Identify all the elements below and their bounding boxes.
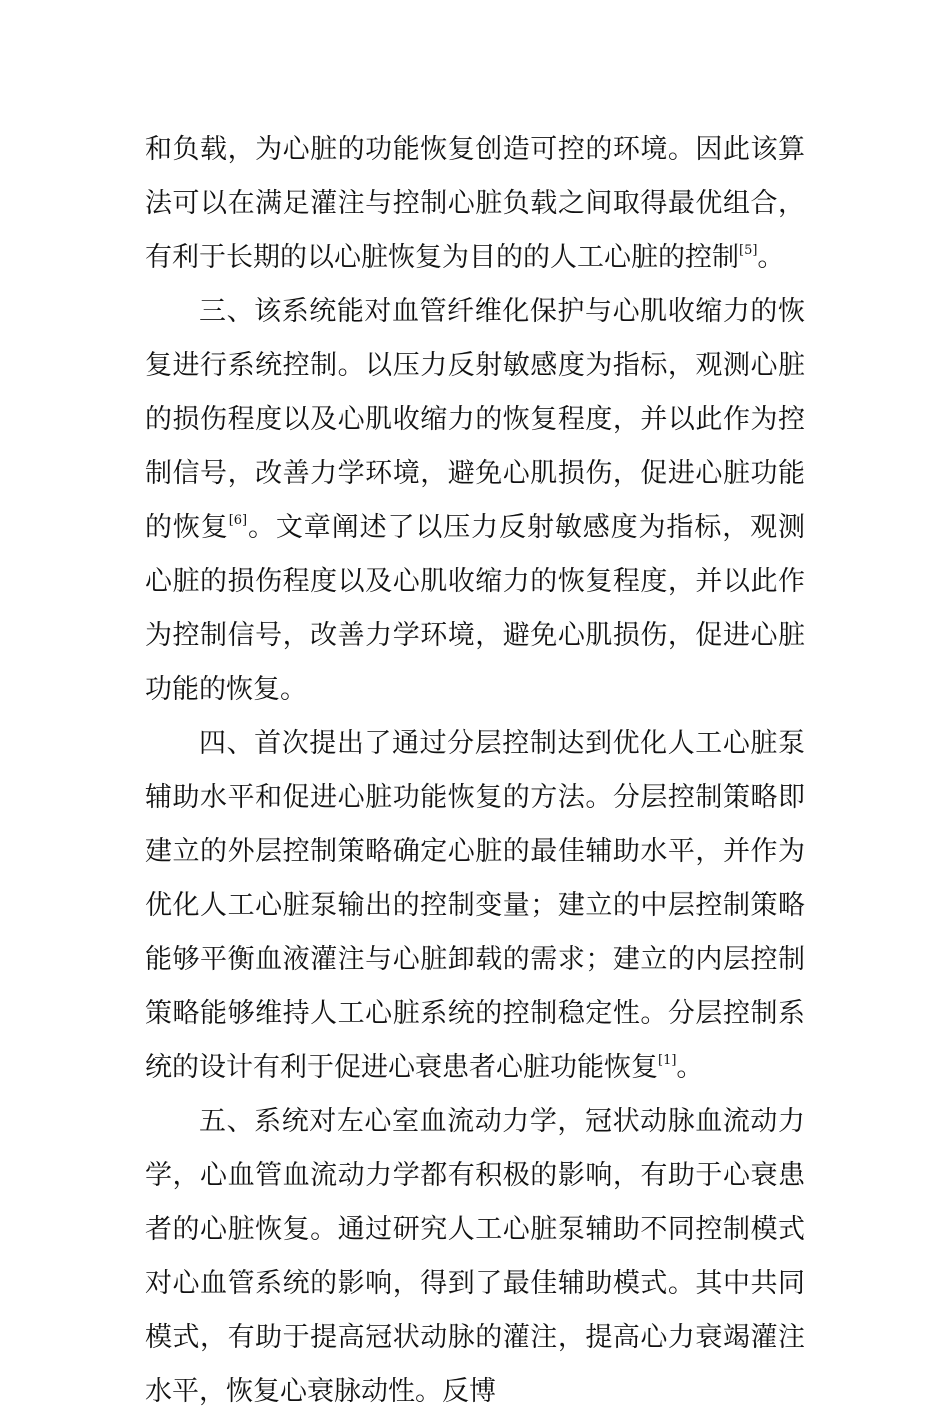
paragraph-3 bbox=[145, 717, 805, 1095]
paragraph-3-tail: 。 bbox=[676, 1052, 704, 1083]
paragraph-2-text: 三、该系统能对血管纤维化保护与心肌收缩力的恢复进行系统控制。以压力反射敏感度为指标，观测心脏的损伤程度以及心肌收缩力的恢复程度，并以此作为控制信号，改善力学环境，避免心肌损伤，促进心脏功能的恢复 bbox=[145, 296, 805, 543]
document-body bbox=[145, 123, 805, 1419]
paragraph-1 bbox=[145, 123, 805, 285]
paragraph-3-text: 四、首次提出了通过分层控制达到优化人工心脏泵辅助水平和促进心脏功能恢复的方法。分层控制策略即建立的外层控制策略确定心脏的最佳辅助水平，并作为优化人工心脏泵输出的控制变量；建立的中层控制策略能够平衡血液灌注与心脏卸载的需求；建立的内层控制策略能够维持人工心脏系统的控制稳定性。分层控制系统的设计有利于促进心衰患者心脏功能恢复 bbox=[145, 728, 805, 1083]
paragraph-1-text: 和负载，为心脏的功能恢复创造可控的环境。因此该算法可以在满足灌注与控制心脏负载之间取得最优组合，有利于长期的以心脏恢复为目的的人工心脏的控制 bbox=[145, 134, 805, 273]
paragraph-1-tail: 。 bbox=[757, 242, 785, 273]
citation-ref-1: [1] bbox=[658, 1053, 677, 1068]
paragraph-4-text: 五、系统对左心室血流动力学，冠状动脉血流动力学，心血管血流动力学都有积极的影响，有助于心衰患者的心脏恢复。通过研究人工心脏泵辅助不同控制模式对心血管系统的影响，得到了最佳辅助模式。其中共同模式，有助于提高冠状动脉的灌注，提高心力衰竭灌注水平，恢复心衰脉动性。反博 bbox=[145, 1106, 805, 1407]
paragraph-2-tail: 。文章阐述了以压力反射敏感度为指标，观测心脏的损伤程度以及心肌收缩力的恢复程度，并以此作为控制信号，改善力学环境，避免心肌损伤，促进心脏功能的恢复。 bbox=[145, 512, 806, 705]
paragraph-4 bbox=[145, 1095, 805, 1419]
citation-ref-5: [5] bbox=[739, 243, 758, 258]
paragraph-2 bbox=[145, 285, 805, 717]
citation-ref-6: [6] bbox=[228, 513, 248, 528]
